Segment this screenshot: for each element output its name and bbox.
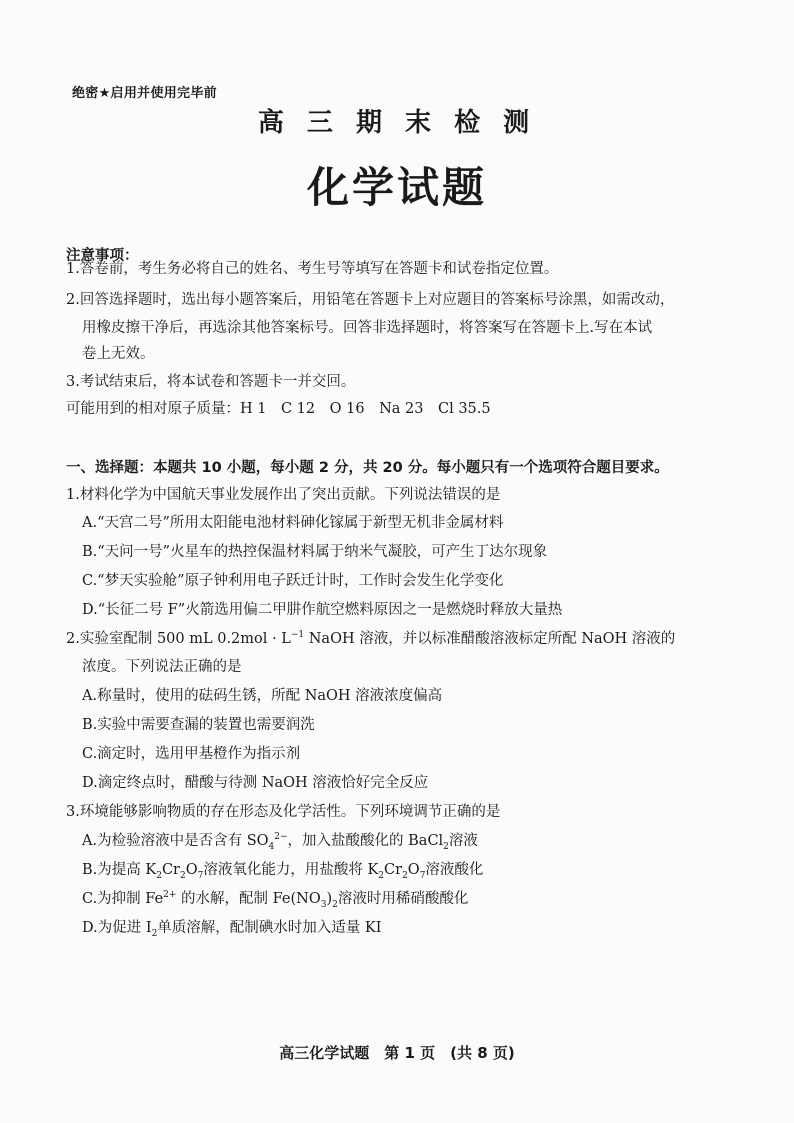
page-footer: 高三化学试题 第 1 页 (共 8 页) bbox=[279, 1044, 515, 1062]
notice-item-2-cont: 用橡皮擦干净后，再选涂其他答案标号。回答非选择题时，将答案写在答题卡上.写在本试 bbox=[82, 320, 653, 336]
question-3-option-b: B.为提高 $K_2Cr_2O_7$溶液氧化能力，用盐酸将 $K_2Cr_2O_7$溶液酸化 bbox=[82, 862, 484, 881]
atomic-masses: 可能用到的相对原子质量：H 1 C 12 O 16 Na 23 Cl 35.5 bbox=[66, 401, 491, 417]
question-3-option-c: C.为抑制 $Fe^{2+}$ 的水解，配制 $Fe(NO_3)_2$溶液时用稀硝酸酸化 bbox=[82, 890, 469, 910]
notice-heading: 注意事项： bbox=[66, 248, 139, 264]
question-1-option-a: A.“天宫二号”所用太阳能电池材料砷化镓属于新型无机非金属材料 bbox=[82, 515, 504, 531]
question-1-option-c: C.“梦天实验舱”原子钟利用电子跃迁计时，工作时会发生化学变化 bbox=[82, 573, 504, 589]
question-2-stem-cont: 浓度。下列说法正确的是 bbox=[82, 659, 242, 675]
question-1-option-b: B.“天问一号”火星车的热控保温材料属于纳米气凝胶，可产生丁达尔现象 bbox=[82, 544, 548, 560]
subject-title: 化学试题 bbox=[306, 163, 487, 212]
notice-item-2-cont: 卷上无效。 bbox=[82, 346, 155, 362]
question-2-option-c: C.滴定时，选用甲基橙作为指示剂 bbox=[82, 746, 301, 762]
question-2-option-d: D.滴定终点时，醋酸与待测 NaOH 溶液恰好完全反应 bbox=[82, 775, 429, 791]
question-1-stem: 1.材料化学为中国航天事业发展作出了突出贡献。下列说法错误的是 bbox=[66, 487, 501, 503]
question-2-stem: 2.实验室配制 500 mL $0.2mol \cdot L^{-1}$ NaOH 溶液，并以标准醋酸溶液标定所配 NaOH 溶液的 bbox=[66, 630, 676, 647]
confidential-label: 绝密★启用并使用完毕前 bbox=[72, 86, 217, 101]
notice-item-1: 1.答卷前，考生务必将自己的姓名、考生号等填写在答题卡和试卷指定位置。 bbox=[66, 261, 559, 277]
question-3-option-d: D.为促进 $I_2$单质溶解，配制碘水时加入适量 KI bbox=[82, 920, 382, 939]
question-1-option-d: D.“长征二号 F”火箭选用偏二甲肼作航空燃料原因之一是燃烧时释放大量热 bbox=[82, 602, 563, 618]
question-3-option-a: A.为检验溶液中是否含有 $SO_4^{2-}$，加入盐酸酸化的 BaCl$_2$溶液 bbox=[82, 832, 478, 852]
exam-title: 高 三 期 末 检 测 bbox=[257, 108, 537, 138]
section-heading: 一、选择题：本题共 10 小题，每小题 2 分，共 20 分。每小题只有一个选项符合题目要求。 bbox=[66, 460, 669, 476]
question-2-option-a: A.称量时，使用的砝码生锈，所配 NaOH 溶液浓度偏高 bbox=[82, 688, 443, 704]
notice-item-2: 2.回答选择题时，选出每小题答案后，用铅笔在答题卡上对应题目的答案标号涂黑，如需改动， bbox=[66, 292, 675, 308]
notice-item-3: 3.考试结束后，将本试卷和答题卡一并交回。 bbox=[66, 374, 356, 390]
question-3-stem: 3.环境能够影响物质的存在形态及化学活性。下列环境调节正确的是 bbox=[66, 804, 501, 820]
question-2-option-b: B.实验中需要查漏的装置也需要润洗 bbox=[82, 717, 315, 733]
